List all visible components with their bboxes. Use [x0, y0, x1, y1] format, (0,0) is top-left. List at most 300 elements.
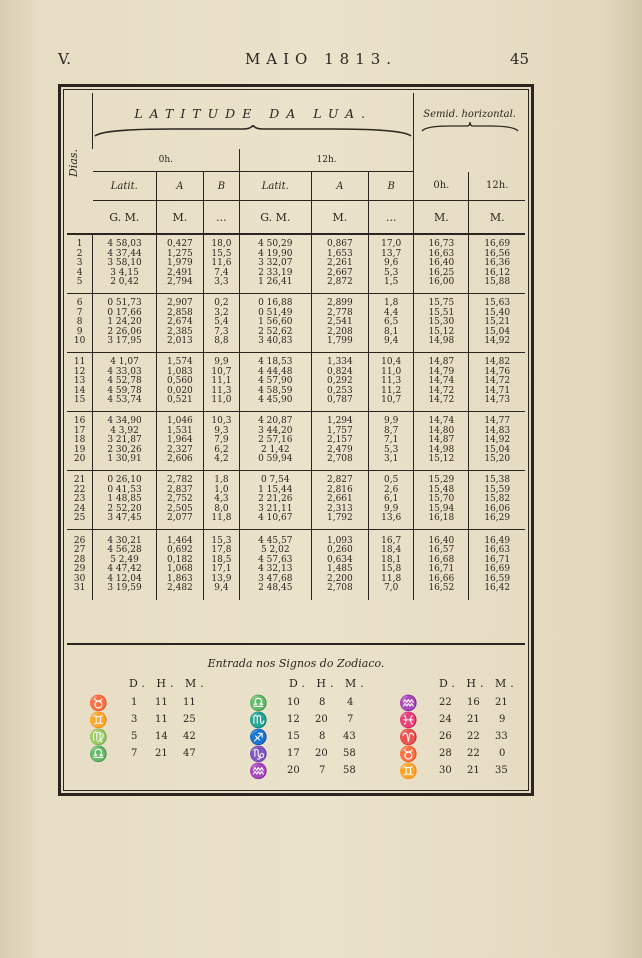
table-cell-value: 15,12 — [428, 454, 455, 465]
table-cell-value: 23 — [73, 494, 86, 505]
zodiac-value: 15 — [287, 731, 300, 742]
group-cell-b12 — [369, 234, 414, 294]
latitude-title-cell — [93, 93, 414, 149]
table-cell-value: 8,8 — [214, 336, 229, 347]
table-cell-value: 16,7 — [381, 535, 402, 546]
table-cell-value: 4 12,04 — [107, 573, 142, 584]
day-group — [67, 530, 525, 601]
table-cell-value: 5 — [76, 277, 83, 288]
col-header: B — [369, 172, 414, 201]
table-cell-value: 4 44,48 — [258, 366, 293, 377]
group-cell-days — [67, 294, 93, 353]
table-cell-value: 1,863 — [167, 573, 193, 584]
zodiac-value: 25 — [183, 714, 196, 725]
zodiac-value: 7 — [131, 748, 138, 759]
table-cell-value: 18,5 — [211, 554, 232, 565]
zodiac-sign-icon: ♍ — [89, 728, 108, 746]
table-cell-value: 16,63 — [428, 248, 455, 259]
group-cell-days — [67, 353, 93, 412]
table-cell-value: 30 — [73, 573, 86, 584]
table-cell-value: 4 56,28 — [107, 545, 142, 555]
group-cell-a12 — [311, 294, 368, 353]
semid-title-cell — [414, 93, 525, 149]
table-cell-value: 14 — [73, 385, 86, 396]
table-cell-value: 15,12 — [428, 326, 455, 337]
table-cell-value: 14,92 — [484, 336, 511, 347]
table-cell-value: 3 21,87 — [107, 435, 142, 446]
unit-header: G. M. — [93, 201, 157, 235]
zodiac-value: 20 — [287, 765, 300, 776]
table-cell-value: 14,72 — [428, 395, 455, 406]
table-cell-value: 2 21,26 — [258, 494, 293, 505]
running-header — [0, 50, 642, 74]
zodiac-value: 58 — [343, 765, 356, 776]
table-cell-value: 11,8 — [381, 573, 402, 584]
zodiac-value: 28 — [439, 748, 452, 759]
table-cell-value: 2,261 — [326, 258, 353, 269]
zodiac-value: 16 — [467, 697, 480, 708]
table-cell-value: 9 — [76, 326, 83, 337]
table-cell-value: 4 57,90 — [258, 376, 293, 387]
table-cell-value: 0 7,54 — [260, 475, 290, 486]
table-cell-value: 16,69 — [484, 239, 511, 250]
table-cell-value: 2 52,62 — [258, 326, 293, 337]
group-cell-b0 — [203, 294, 239, 353]
zodiac-sign-icon: ♉ — [399, 745, 418, 763]
table-cell-value: 4 53,74 — [107, 395, 142, 406]
signature-mark: V. — [58, 50, 71, 68]
table-cell-value: 2,208 — [326, 326, 353, 337]
moon-latitude-table — [67, 93, 525, 600]
table-cell-value: 1,792 — [326, 513, 353, 524]
table-cell-value: 9,6 — [383, 258, 399, 269]
table-cell-value: 7,4 — [214, 267, 229, 278]
zodiac-sign-icon: ♊ — [399, 762, 418, 780]
table-cell-value: 11,6 — [211, 258, 232, 269]
zodiac-value: 11 — [155, 714, 168, 725]
table-cell-value: 16 — [73, 416, 86, 427]
table-cell-value: 2 48,45 — [258, 583, 293, 593]
group-cell-s0 — [414, 294, 469, 353]
brace-ornament — [93, 125, 413, 137]
table-cell-value: 14,83 — [484, 425, 511, 436]
table-cell-value: 16,18 — [428, 513, 455, 524]
group-cell-days — [67, 471, 93, 530]
table-cell-value: 4 58,03 — [107, 239, 142, 250]
table-cell-value: 1,046 — [167, 416, 193, 427]
group-cell-a12 — [311, 353, 368, 412]
table-cell-value: 3 4,15 — [110, 267, 139, 278]
zodiac-sign-icon: ♎ — [249, 694, 268, 712]
table-cell-value: 11,0 — [211, 395, 232, 406]
table-cell-value: 0,521 — [167, 395, 193, 406]
zodiac-sign-icon: ♑ — [249, 745, 268, 763]
table-cell-value: 3,3 — [214, 277, 229, 288]
table-cell-value: 0,5 — [383, 475, 399, 486]
table-cell-value: 13,6 — [381, 513, 402, 524]
table-cell-value: 0,427 — [167, 239, 193, 250]
table-cell-value: 1,0 — [214, 484, 229, 495]
group-cell-lat0 — [93, 234, 157, 294]
table-cell-value: 15,59 — [484, 484, 511, 495]
table-cell-value: 4 19,90 — [258, 248, 293, 259]
semid-spacer — [414, 149, 525, 172]
table-cell-value: 16,63 — [484, 545, 511, 555]
table-cell-value: 18,4 — [381, 545, 402, 555]
group-cell-s12 — [469, 530, 525, 601]
table-cell-value: 1,334 — [326, 357, 353, 368]
table-cell-value: 16,40 — [428, 258, 455, 269]
table-cell-value: 14,87 — [428, 357, 455, 368]
table-cell-value: 2,778 — [326, 307, 353, 318]
table-cell-value: 22 — [73, 484, 86, 495]
zodiac-value: 1 — [131, 697, 138, 708]
table-cell-value: 4 58,59 — [258, 385, 293, 396]
group-cell-b12 — [369, 530, 414, 601]
table-cell-value: 2 52,20 — [107, 503, 142, 514]
group-cell-b12 — [369, 471, 414, 530]
table-cell-value: 4 59,78 — [107, 385, 142, 396]
table-cell-value: 3 47,68 — [258, 573, 293, 584]
table-cell-value: 15,63 — [484, 298, 511, 309]
table-cell-value: 4 20,87 — [258, 416, 293, 427]
group-cell-a0 — [156, 471, 203, 530]
zodiac-value: 21 — [467, 765, 480, 776]
group-cell-a0 — [156, 353, 203, 412]
table-cell-value: 6,5 — [383, 317, 399, 328]
table-cell-value: 17,0 — [381, 239, 402, 250]
table-cell-value: 1,275 — [167, 248, 193, 259]
zodiac-value: 20 — [315, 748, 328, 759]
table-cell-value: 13,9 — [211, 573, 232, 584]
table-cell-value: 0,253 — [326, 385, 353, 396]
table-cell-value: 2,661 — [326, 494, 353, 505]
col-header: 0h. — [414, 172, 469, 201]
table-cell-value: 0,824 — [326, 366, 353, 377]
group-cell-b0 — [203, 353, 239, 412]
table-cell-value: 14,92 — [484, 435, 511, 446]
table-cell-value: 2,752 — [167, 494, 193, 505]
table-cell-value: 1,485 — [326, 564, 353, 574]
table-cell-value: 2,667 — [326, 267, 353, 278]
table-cell-value: 10,3 — [211, 416, 232, 427]
table-cell-value: 5 2,49 — [110, 554, 139, 565]
table-cell-value: 1,757 — [326, 425, 353, 436]
group-cell-s0 — [414, 471, 469, 530]
group-cell-lat0 — [93, 471, 157, 530]
table-cell-value: 16,59 — [484, 573, 511, 584]
table-cell-value: 15,3 — [211, 535, 232, 546]
table-cell-value: 0 26,10 — [107, 475, 142, 486]
table-cell-value: 14,80 — [428, 425, 455, 436]
zodiac-sign-icon: ♓ — [399, 711, 418, 729]
zodiac-value: 17 — [287, 748, 300, 759]
table-cell-value: 2,708 — [326, 454, 353, 465]
table-cell-value: 16,71 — [428, 564, 455, 574]
table-cell-value: 0,2 — [214, 298, 229, 309]
table-cell-value: 4 30,21 — [107, 535, 142, 546]
day-group — [67, 234, 525, 294]
group-cell-lat0 — [93, 294, 157, 353]
group-cell-a0 — [156, 294, 203, 353]
table-cell-value: 1,068 — [167, 564, 193, 574]
zodiac-sign-icon: ♐ — [249, 728, 268, 746]
table-cell-value: 20 — [73, 454, 86, 465]
table-cell-value: 3 40,83 — [258, 336, 293, 347]
table-cell-value: 16,66 — [428, 573, 455, 584]
group-cell-days — [67, 412, 93, 471]
zodiac-value: 21 — [467, 714, 480, 725]
table-cell-value: 1,5 — [383, 277, 399, 288]
table-cell-value: 1,574 — [167, 357, 193, 368]
group-cell-s12 — [469, 234, 525, 294]
table-cell-value: 11 — [73, 357, 86, 368]
month-year-title: MAIO 1813. — [244, 50, 398, 68]
table-cell-value: 2,872 — [326, 277, 353, 288]
table-cell-value: 2,837 — [167, 484, 193, 495]
table-cell-value: 16,71 — [484, 554, 511, 565]
group-cell-lat0 — [93, 412, 157, 471]
day-group — [67, 294, 525, 353]
table-cell-value: 10,7 — [381, 395, 402, 406]
table-cell-value: 2,606 — [167, 454, 193, 465]
zodiac-value: 30 — [439, 765, 452, 776]
table-cell-value: 10,4 — [381, 357, 402, 368]
table-cell-value: 18,0 — [211, 239, 232, 250]
table-cell-value: 1 — [76, 239, 83, 250]
table-cell-value: 14,76 — [484, 366, 511, 377]
table-cell-value: 9,9 — [383, 416, 399, 427]
table-cell-value: 2,907 — [167, 298, 193, 309]
table-cell-value: 13,7 — [381, 248, 402, 259]
page-number: 45 — [510, 50, 530, 68]
table-cell-value: 4 18,53 — [258, 357, 293, 368]
table-cell-value: 16,40 — [428, 535, 455, 546]
group-cell-lat0 — [93, 530, 157, 601]
zodiac-value: 35 — [495, 765, 508, 776]
group-cell-b0 — [203, 412, 239, 471]
table-cell-value: 2,482 — [167, 583, 193, 593]
zodiac-value: 4 — [347, 697, 354, 708]
zodiac-value: 11 — [183, 697, 196, 708]
table-cell-value: 15,51 — [428, 307, 455, 318]
table-cell-value: 1,799 — [326, 336, 353, 347]
table-cell-value: 3 — [76, 258, 83, 269]
group-cell-b12 — [369, 412, 414, 471]
table-cell-value: 16,00 — [428, 277, 455, 288]
table-cell-value: 4 32,13 — [258, 564, 293, 574]
table-cell-value: 13 — [73, 376, 86, 387]
table-cell-value: 2,013 — [167, 336, 193, 347]
zodiac-sign-icon: ♉ — [89, 694, 108, 712]
table-cell-value: 11,3 — [381, 376, 402, 387]
group-cell-s0 — [414, 234, 469, 294]
col-header: Latit. — [239, 172, 311, 201]
table-cell-value: 29 — [73, 564, 86, 574]
table-cell-value: 2 0,42 — [110, 277, 139, 288]
zodiac-value: 10 — [287, 697, 300, 708]
table-cell-value: 4 50,29 — [258, 239, 293, 250]
table-cell-value: 4 52,78 — [107, 376, 142, 387]
group-cell-b12 — [369, 294, 414, 353]
table-cell-value: 16,06 — [484, 503, 511, 514]
table-cell-value: 14,73 — [484, 395, 511, 406]
zodiac-sign-icon: ♎ — [89, 745, 108, 763]
zodiac-value: 43 — [343, 731, 356, 742]
day-group — [67, 353, 525, 412]
table-cell-value: 7,0 — [383, 583, 399, 593]
table-cell-value: 4,2 — [214, 454, 229, 465]
table-cell-value: 2 33,19 — [258, 267, 293, 278]
zodiac-value: 14 — [155, 731, 168, 742]
group-cell-lat0 — [93, 353, 157, 412]
table-cell-value: 0,292 — [326, 376, 353, 387]
table-cell-value: 3 21,11 — [258, 503, 293, 514]
table-cell-value: 3 44,20 — [258, 425, 293, 436]
group-cell-days — [67, 530, 93, 601]
zodiac-value: 24 — [439, 714, 452, 725]
group-cell-b0 — [203, 471, 239, 530]
col-header: Latit. — [93, 172, 157, 201]
table-cell-value: 15,70 — [428, 494, 455, 505]
table-cell-value: 2,077 — [167, 513, 193, 524]
table-cell-value: 25 — [73, 513, 86, 524]
unit-header: G. M. — [239, 201, 311, 235]
table-cell-value: 15,30 — [428, 317, 455, 328]
table-cell-value: 0 41,53 — [107, 484, 142, 495]
table-cell-value: 16,57 — [428, 545, 455, 555]
table-cell-value: 14,72 — [484, 376, 511, 387]
table-cell-value: 4 10,67 — [258, 513, 293, 524]
table-cell-value: 0,692 — [167, 545, 193, 555]
col-header: A — [311, 172, 368, 201]
table-cell-value: 14,77 — [484, 416, 511, 427]
unit-header: M. — [414, 201, 469, 235]
group-cell-s12 — [469, 294, 525, 353]
table-cell-value: 4 47,42 — [107, 564, 142, 574]
group-cell-s12 — [469, 412, 525, 471]
table-cell-value: 15,40 — [484, 307, 511, 318]
zodiac-value: 11 — [155, 697, 168, 708]
h12-header: 12h. — [239, 149, 413, 172]
group-cell-s0 — [414, 412, 469, 471]
table-cell-value: 2,200 — [326, 573, 353, 584]
table-cell-value: 15,29 — [428, 475, 455, 486]
table-cell-value: 2,674 — [167, 317, 193, 328]
group-cell-lat12 — [239, 234, 311, 294]
zodiac-sign-icon: ♏ — [249, 711, 268, 729]
table-cell-value: 15,88 — [484, 277, 511, 288]
table-cell-value: 1 30,91 — [107, 454, 142, 465]
table-cell-value: 2 26,06 — [107, 326, 142, 337]
group-cell-b0 — [203, 530, 239, 601]
table-cell-value: 16,25 — [428, 267, 455, 278]
zodiac-sign-icon: ♒ — [249, 762, 268, 780]
table-cell-value: 2 57,16 — [258, 435, 293, 446]
table-cell-value: 16,12 — [484, 267, 511, 278]
col-header: B — [203, 172, 239, 201]
table-cell-value: 2,899 — [326, 298, 353, 309]
table-cell-value: 1 24,20 — [107, 317, 142, 328]
days-header: Dias. — [67, 148, 80, 178]
zodiac-value: 3 — [131, 714, 138, 725]
table-cell-value: 1,294 — [326, 416, 353, 427]
table-cell-value: 16,73 — [428, 239, 455, 250]
table-cell-value: 14,98 — [428, 444, 455, 455]
table-cell-value: 2,313 — [326, 503, 353, 514]
table-cell-value: 0 16,88 — [258, 298, 293, 309]
table-cell-value: 1 26,41 — [258, 277, 293, 288]
table-cell-value: 6,2 — [214, 444, 229, 455]
table-cell-value: 28 — [73, 554, 86, 565]
group-cell-lat12 — [239, 294, 311, 353]
zodiac-value: 0 — [499, 748, 506, 759]
table-cell-value: 14,71 — [484, 385, 511, 396]
table-cell-value: 15,21 — [484, 317, 511, 328]
table-cell-value: 31 — [73, 583, 86, 593]
table-cell-value: 8,7 — [383, 425, 399, 436]
group-cell-lat12 — [239, 530, 311, 601]
table-cell-value: 0,787 — [326, 395, 353, 406]
table-cell-value: 6,1 — [383, 494, 399, 505]
table-cell-value: 9,9 — [383, 503, 399, 514]
table-cell-value: 2 30,26 — [107, 444, 142, 455]
table-cell-value: 7,9 — [214, 435, 229, 446]
table-cell-value: 3,1 — [383, 454, 399, 465]
table-cell-value: 4 — [76, 267, 83, 278]
table-cell-value: 15,04 — [484, 444, 511, 455]
table-cell-value: 4 45,90 — [258, 395, 293, 406]
unit-header: ... — [369, 201, 414, 235]
table-cell-value: 2,505 — [167, 503, 193, 514]
zodiac-value: 9 — [499, 714, 506, 725]
table-cell-value: 21 — [73, 475, 86, 486]
unit-header: ... — [203, 201, 239, 235]
table-cell-value: 4 34,90 — [107, 416, 142, 427]
table-cell-value: 8 — [76, 317, 83, 328]
table-cell-value: 15 — [73, 395, 86, 406]
zodiac-value: 8 — [319, 697, 326, 708]
table-cell-value: 0,182 — [167, 554, 193, 565]
table-cell-value: 2,816 — [326, 484, 353, 495]
table-cell-value: 2,327 — [167, 444, 193, 455]
table-cell-value: 9,9 — [214, 357, 229, 368]
zodiac-value: 47 — [183, 748, 196, 759]
group-cell-a12 — [311, 530, 368, 601]
table-cell-value: 15,5 — [211, 248, 232, 259]
table-cell-value: 4,4 — [383, 307, 399, 318]
zodiac-sign-icon: ♈ — [399, 728, 418, 746]
table-cell-value: 1,8 — [214, 475, 229, 486]
table-cell-value: 7,3 — [214, 326, 229, 337]
h0-header: 0h. — [93, 149, 240, 172]
zodiac-head-2: D. H. M. — [289, 677, 368, 690]
table-cell-value: 1,083 — [167, 366, 193, 377]
table-cell-value: 3 17,95 — [107, 336, 142, 347]
unit-header: M. — [311, 201, 368, 235]
table-cell-value: 11,2 — [381, 385, 402, 396]
table-cell-value: 11,8 — [211, 513, 232, 524]
table-cell-value: 14,79 — [428, 366, 455, 377]
table-cell-value: 2,479 — [326, 444, 353, 455]
table-cell-value: 2,794 — [167, 277, 193, 288]
table-cell-value: 12 — [73, 366, 86, 377]
zodiac-value: 22 — [467, 731, 480, 742]
latitude-title: LATITUDE DA LUA. — [134, 105, 373, 121]
group-cell-s0 — [414, 530, 469, 601]
table-cell-value: 18,1 — [381, 554, 402, 565]
table-cell-value: 4 3,92 — [110, 425, 139, 436]
